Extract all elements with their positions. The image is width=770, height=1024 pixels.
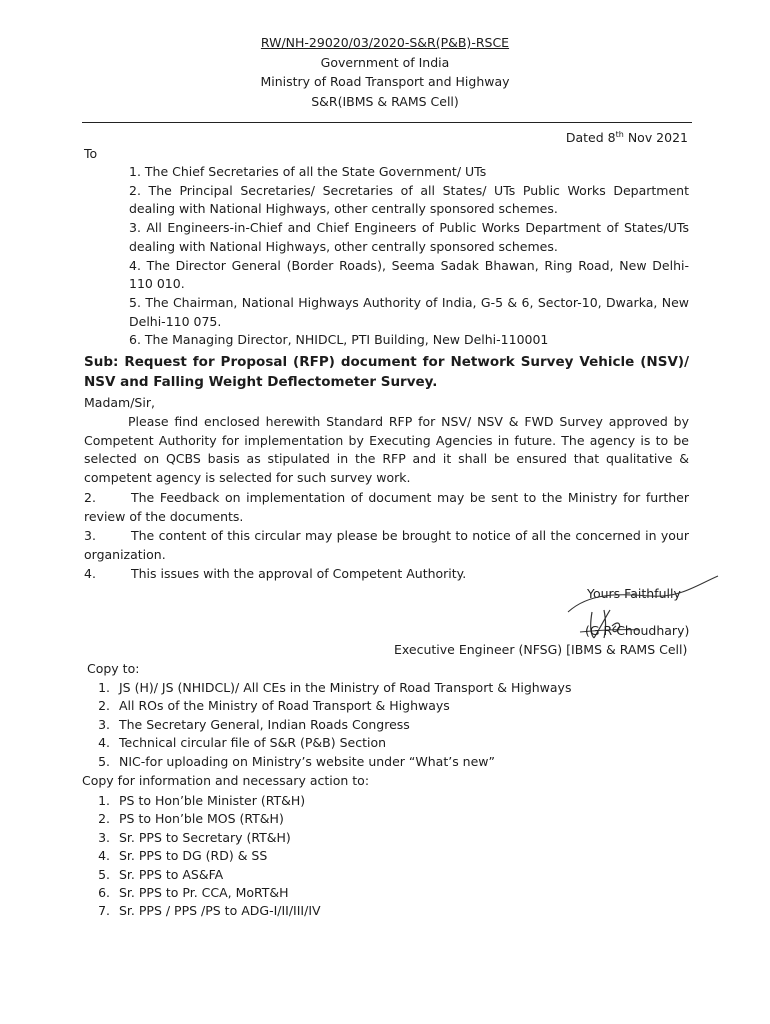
item-text: PS to Hon’ble MOS (RT&H) [119,811,284,827]
copy-to-list [84,679,571,771]
list-item [84,716,571,734]
list-item [84,884,321,902]
item-number: 3. [98,716,110,732]
paragraph-number: 4. [84,566,96,581]
paragraph-text: The content of this circular may please be brought to notice of all the concerned in your organization. [84,528,689,562]
item-number: 3. [98,829,110,845]
item-text: Sr. PPS to Pr. CCA, MoRT&H [119,885,289,901]
date-prefix: Dated 8 [565,130,616,145]
cell-line: S&R(IBMS & RAMS Cell) [311,93,459,109]
paragraph-1: Please find enclosed herewith Standard RFP for NSV/ NSV & FWD Survey approved by Competent Authority for implementation by Executing Agencies in future. The agency is to be selected on QCBS basis as stipulated in the RFP and it shall be ensured that qualitative & competent agency is selected for such survey work. [84,414,689,486]
item-number: 5. [98,866,110,882]
recipient-item: 6. The Managing Director, NHIDCL, PTI Building, New Delhi-110001 [129,332,549,348]
list-item [84,792,321,810]
paragraph-number: 3. [84,528,96,543]
item-number: 2. [98,698,110,714]
reference-number: RW/NH-29020/03/2020-S&R(P&B)-RSCE [260,35,510,50]
item-number: 1. [98,793,110,808]
item-text: Sr. PPS to AS&FA [119,866,224,882]
recipient-item: 2. The Principal Secretaries/ Secretaries of all States/ UTs Public Works Department dealing with National Highways, other centrally sponsored schemes. [129,182,689,217]
item-text: Sr. PPS to DG (RD) & SS [119,848,268,864]
copy-info-label: Copy for information and necessary action to: [82,773,370,788]
copy-to-label: Copy to: [87,661,140,676]
date-month-year: Nov 2021 [623,130,688,145]
item-number: 4. [98,848,110,864]
item-number: 4. [98,735,110,751]
item-text: Sr. PPS / PPS /PS to ADG-I/II/III/IV [119,903,321,919]
to-label: To [84,146,98,161]
recipient-item: 1. The Chief Secretaries of all the State Government/ UTs [129,164,487,179]
recipient-item: 5. The Chairman, National Highways Authority of India, G-5 & 6, Sector-10, Dwarka, New Delhi-110 075. [129,294,689,329]
ministry-line: Ministry of Road Transport and Highway [260,74,510,89]
item-number: 1. [98,680,110,695]
recipient-item: 4. The Director General (Border Roads), Seema Sadak Bhawan, Ring Road, New Delhi-110 010. [129,257,689,292]
paragraph-3 [84,527,689,564]
list-item [84,753,571,771]
header-divider [82,122,692,123]
list-item [84,734,571,752]
paragraph-4 [84,565,466,584]
paragraph-text: This issues with the approval of Competent Authority. [131,566,467,581]
subject-line: Sub: Request for Proposal (RFP) document for Network Survey Vehicle (NSV)/ NSV and Falling Weight Deflectometer Survey. [84,354,689,390]
item-text: JS (H)/ JS (NHIDCL)/ All CEs in the Ministry of Road Transport & Highways [119,680,572,695]
item-number: 6. [98,885,110,901]
government-line: Government of India [320,54,450,70]
item-text: Technical circular file of S&R (P&B) Section [119,735,387,751]
list-item [84,829,321,847]
salutation: Madam/Sir, [84,395,155,410]
list-item [84,697,571,715]
item-number: 7. [98,903,110,919]
recipient-list [129,163,689,350]
paragraph-text: The Feedback on implementation of document may be sent to the Ministry for further review of the documents. [84,490,689,524]
list-item [84,847,321,865]
copy-info-list [84,792,321,921]
item-number: 2. [98,811,110,827]
signatory-name: (G R Choudhary) [585,623,690,638]
item-text: Sr. PPS to Secretary (RT&H) [119,829,291,845]
paragraph-number: 2. [84,490,96,505]
letter-date [566,129,688,148]
item-text: PS to Hon’ble Minister (RT&H) [119,793,306,808]
signatory-designation: Executive Engineer (NFSG) [IBMS & RAMS Cell) [394,642,688,657]
list-item [84,679,571,697]
recipient-item: 3. All Engineers-in-Chief and Chief Engineers of Public Works Department of States/UTs dealing with National Highways, other centrally sponsored schemes. [129,220,689,254]
letter-header [0,33,770,111]
closing-line: Yours Faithfully [587,586,681,601]
list-item [84,902,321,920]
date-suffix-sup: th [615,129,624,139]
list-item [84,866,321,884]
item-text: The Secretary General, Indian Roads Congress [119,716,410,732]
item-text: NIC-for uploading on Ministry’s website under “What’s new” [119,753,495,769]
list-item [84,810,321,828]
item-number: 5. [98,753,110,769]
item-text: All ROs of the Ministry of Road Transport & Highways [119,698,450,714]
paragraph-2 [84,489,689,526]
